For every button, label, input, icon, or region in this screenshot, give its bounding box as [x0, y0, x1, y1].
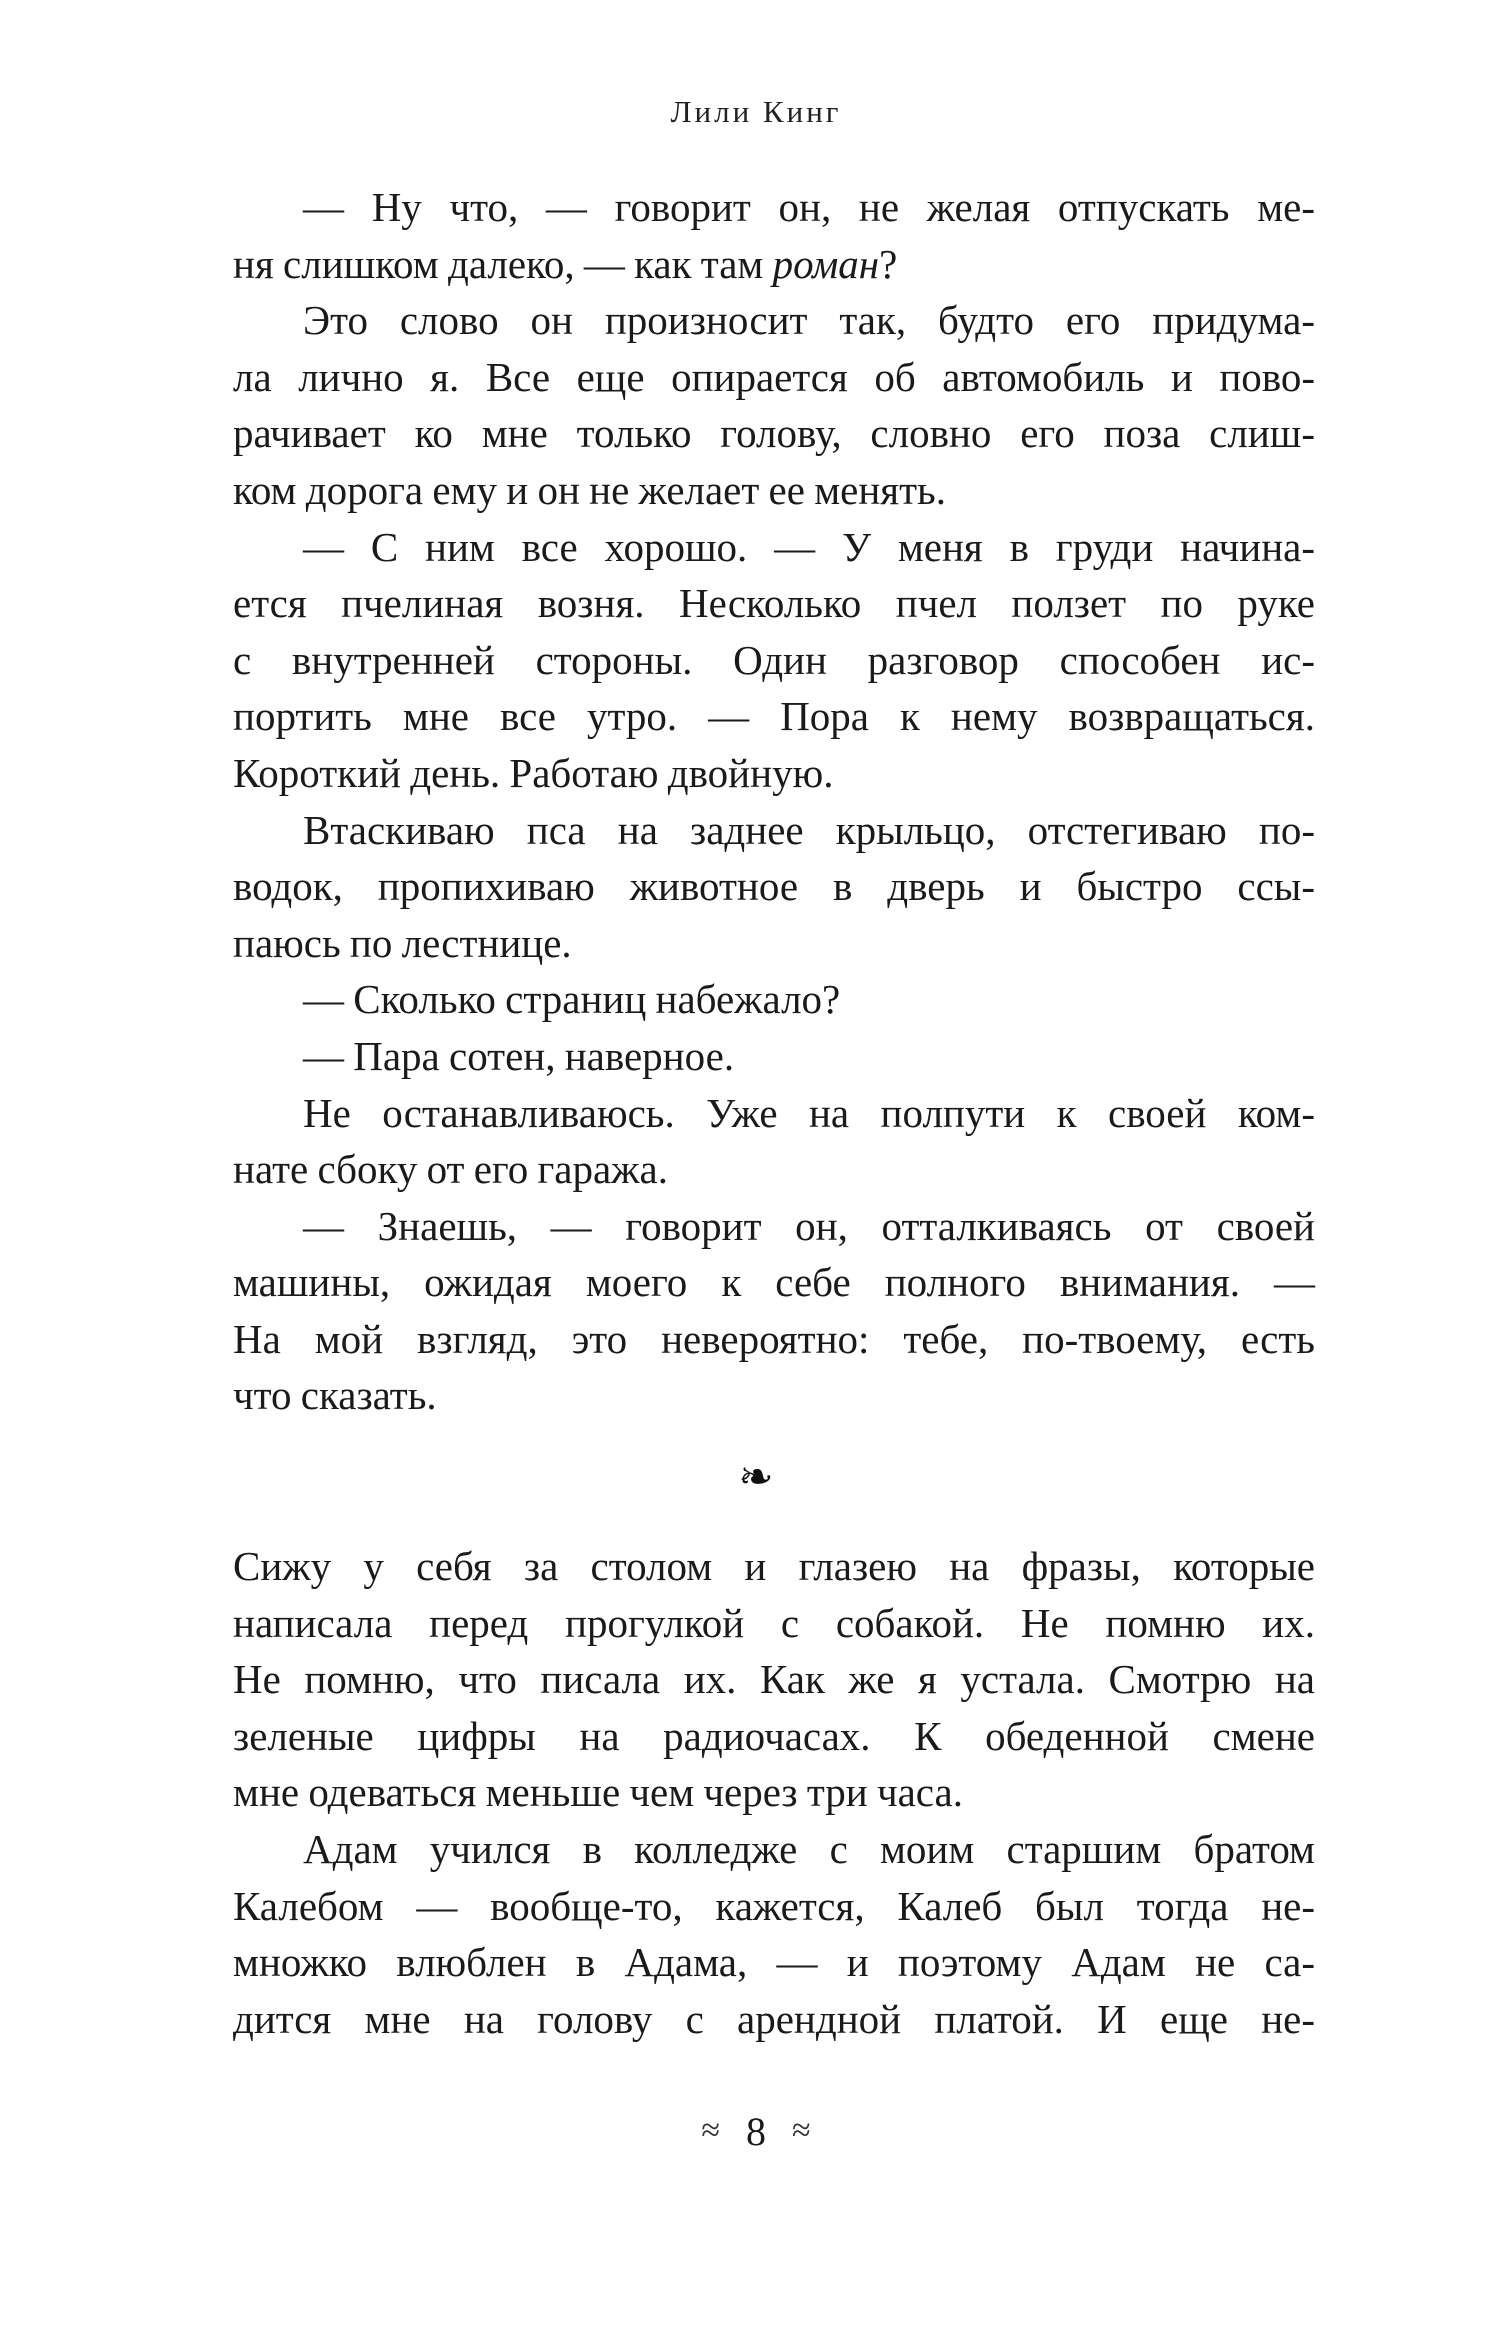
text-line — [233, 1085, 1315, 1142]
text-segment: ? — [879, 240, 898, 287]
section-break-fleuron-icon: ❧ — [738, 1455, 774, 1501]
text-line — [233, 745, 1315, 802]
text-line — [233, 632, 1315, 689]
text-segment: что сказать. — [233, 1372, 437, 1419]
text-segment: рачивает ко мне только голову, словно его поза слиш- — [233, 410, 1315, 457]
text-line — [233, 1991, 1315, 2048]
text-line — [233, 1821, 1315, 1878]
text-segment: — Ну что, — говорит он, не желая отпускать ме- — [303, 184, 1315, 230]
text-line — [233, 1254, 1315, 1311]
text-line — [233, 1367, 1315, 1424]
text-segment: множко влюблен в Адама, — и поэтому Адам не са- — [233, 1939, 1315, 1986]
text-segment: — Сколько страниц набежало? — [303, 976, 841, 1023]
text-line — [233, 1764, 1315, 1821]
text-segment: Это слово он произносит так, будто его придума- — [303, 297, 1315, 344]
text-segment: дится мне на голову с арендной платой. И еще не- — [233, 1995, 1315, 2042]
text-segment: нате сбоку от его гаража. — [233, 1146, 668, 1193]
text-line — [233, 462, 1315, 519]
text-line — [233, 519, 1315, 576]
text-line — [233, 915, 1315, 972]
text-line — [233, 575, 1315, 632]
text-line — [233, 1708, 1315, 1765]
text-segment: Не останавливаюсь. Уже на полпути к своей ком- — [303, 1089, 1315, 1136]
text-segment: Короткий день. Работаю двойную. — [233, 749, 834, 796]
text-segment: машины, ожидая моего к себе полного внимания. — — [233, 1259, 1315, 1306]
text-segment: водок, пропихиваю животное в дверь и быстро ссы- — [233, 863, 1315, 910]
text-segment: ла лично я. Все еще опирается об автомобиль и пово- — [233, 353, 1315, 400]
text-block-2 — [233, 1538, 1315, 2047]
swash-right-icon: ≈ — [792, 2112, 811, 2149]
text-segment: ется пчелиная возня. Несколько пчел ползет по руке — [233, 580, 1315, 627]
text-line — [233, 802, 1315, 859]
text-segment: — Знаешь, — говорит он, отталкиваясь от своей — [303, 1202, 1315, 1249]
text-line — [233, 292, 1315, 349]
text-segment: Не помню, что писала их. Как же я устала. Смотрю на — [233, 1656, 1315, 1703]
text-segment: мне одеваться меньше чем через три часа. — [233, 1769, 963, 1816]
page-folio — [0, 2108, 1512, 2155]
text-segment: ком дорога ему и он не желает ее менять. — [233, 466, 947, 513]
italic-word: роман — [772, 240, 880, 287]
text-line — [233, 1878, 1315, 1935]
text-line — [233, 405, 1315, 462]
text-line — [233, 1538, 1315, 1595]
page-number: 8 — [746, 2109, 766, 2154]
text-block-1 — [233, 179, 1315, 1424]
text-line — [233, 688, 1315, 745]
text-segment: Сижу у себя за столом и глазею на фразы, которые — [233, 1543, 1315, 1589]
text-segment: написала перед прогулкой с собакой. Не помню их. — [233, 1599, 1315, 1646]
text-segment: портить мне все утро. — Пора к нему возвращаться. — [233, 693, 1315, 740]
text-line — [233, 1028, 1315, 1085]
text-line — [233, 1934, 1315, 1991]
text-segment: — Пара сотен, наверное. — [303, 1032, 735, 1079]
text-line — [233, 349, 1315, 406]
text-line — [233, 179, 1315, 236]
text-line — [233, 236, 1315, 293]
swash-left-icon: ≈ — [701, 2112, 720, 2149]
text-segment: паюсь по лестнице. — [233, 919, 572, 966]
text-segment: Адам учился в колледже с моим старшим братом — [303, 1825, 1315, 1872]
text-segment: ня слишком далеко, — как там — [233, 240, 773, 287]
text-line — [233, 1141, 1315, 1198]
text-line — [233, 1311, 1315, 1368]
text-line — [233, 1198, 1315, 1255]
running-head: Лили Кинг — [670, 94, 842, 129]
text-line — [233, 858, 1315, 915]
text-segment: зеленые цифры на радиочасах. К обеденной смене — [233, 1712, 1315, 1759]
text-segment: Калебом — вообще-то, кажется, Калеб был тогда не- — [233, 1882, 1315, 1929]
text-segment: На мой взгляд, это невероятно: тебе, по-твоему, есть — [233, 1315, 1315, 1362]
text-line — [233, 1651, 1315, 1708]
text-segment: — С ним все хорошо. — У меня в груди начина- — [303, 523, 1315, 570]
text-segment: Втаскиваю пса на заднее крыльцо, отстегиваю по- — [303, 806, 1315, 853]
text-segment: с внутренней стороны. Один разговор способен ис- — [233, 636, 1315, 683]
text-line — [233, 971, 1315, 1028]
text-line — [233, 1595, 1315, 1652]
